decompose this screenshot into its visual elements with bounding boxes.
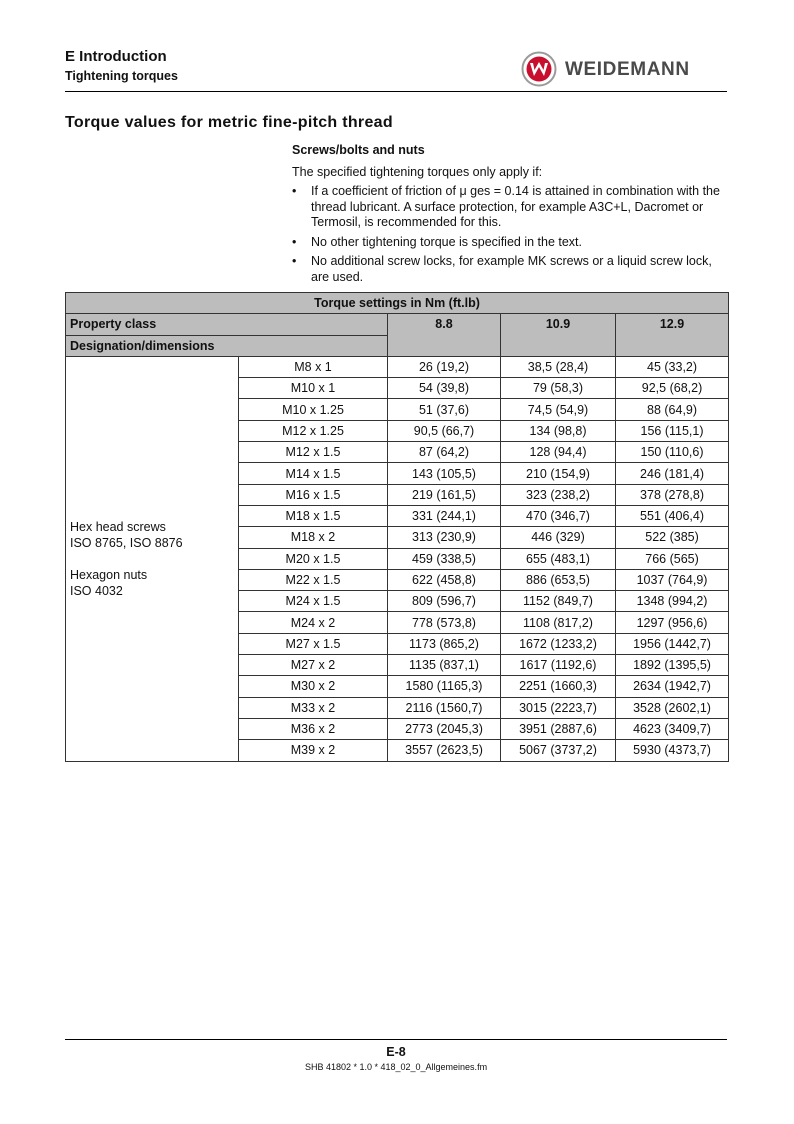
torque-value-cell: 219 (161,5) xyxy=(388,484,501,505)
page-number: E-8 xyxy=(386,1045,406,1059)
dimension-cell: M24 x 2 xyxy=(239,612,388,633)
torque-value-cell: 522 (385) xyxy=(616,527,729,548)
torque-value-cell: 622 (458,8) xyxy=(388,569,501,590)
torque-value-cell: 150 (110,6) xyxy=(616,442,729,463)
torque-value-cell: 79 (58,3) xyxy=(501,378,616,399)
group-label-line: ISO 4032 xyxy=(70,583,123,598)
list-item-text: No additional screw locks, for example MK screws or a liquid screw lock, are used. xyxy=(311,254,712,284)
torque-value-cell: 5930 (4373,7) xyxy=(616,740,729,761)
torque-value-cell: 87 (64,2) xyxy=(388,442,501,463)
torque-value-cell: 45 (33,2) xyxy=(616,356,729,377)
torque-value-cell: 134 (98,8) xyxy=(501,420,616,441)
torque-value-cell: 4623 (3409,7) xyxy=(616,718,729,739)
dimension-cell: M14 x 1.5 xyxy=(239,463,388,484)
torque-value-cell: 90,5 (66,7) xyxy=(388,420,501,441)
table-caption: Torque settings in Nm (ft.lb) xyxy=(66,293,729,314)
brand-name: WEIDEMANN xyxy=(565,59,690,80)
list-item xyxy=(292,184,732,231)
page-footer xyxy=(65,1039,727,1072)
torque-value-cell: 210 (154,9) xyxy=(501,463,616,484)
dimension-cell: M12 x 1.25 xyxy=(239,420,388,441)
torque-value-cell: 470 (346,7) xyxy=(501,505,616,526)
document-reference: SHB 41802 * 1.0 * 418_02_0_Allgemeines.fm xyxy=(304,1062,488,1072)
torque-value-cell: 38,5 (28,4) xyxy=(501,356,616,377)
weidemann-logo-icon xyxy=(521,51,557,87)
torque-value-cell: 378 (278,8) xyxy=(616,484,729,505)
torque-value-cell: 2634 (1942,7) xyxy=(616,676,729,697)
table-row xyxy=(66,356,729,377)
bullet-icon: • xyxy=(292,234,297,249)
torque-value-cell: 92,5 (68,2) xyxy=(616,378,729,399)
torque-value-cell: 1173 (865,2) xyxy=(388,633,501,654)
intro-block xyxy=(292,143,732,289)
group-label-line: ISO 8765, ISO 8876 xyxy=(70,535,183,550)
list-item-text: If a coefficient of friction of μ ges = 0.14 is attained in combination with the thread lubricant. A surface protection, for example A3C+L, Dacromet or Termosil, is recommended for this. xyxy=(311,184,720,229)
group-label-line: Hex head screws xyxy=(70,519,166,534)
torque-value-cell: 1037 (764,9) xyxy=(616,569,729,590)
torque-value-cell: 128 (94,4) xyxy=(501,442,616,463)
torque-value-cell: 886 (653,5) xyxy=(501,569,616,590)
torque-value-cell: 88 (64,9) xyxy=(616,399,729,420)
torque-value-cell: 551 (406,4) xyxy=(616,505,729,526)
section-title: Torque values for metric fine-pitch thread xyxy=(65,114,393,131)
torque-value-cell: 331 (244,1) xyxy=(388,505,501,526)
torque-value-cell: 156 (115,1) xyxy=(616,420,729,441)
torque-value-cell: 809 (596,7) xyxy=(388,591,501,612)
torque-value-cell: 778 (573,8) xyxy=(388,612,501,633)
list-item-text: No other tightening torque is specified in the text. xyxy=(311,234,582,249)
dimension-cell: M27 x 1.5 xyxy=(239,633,388,654)
torque-value-cell: 1348 (994,2) xyxy=(616,591,729,612)
torque-value-cell: 3528 (2602,1) xyxy=(616,697,729,718)
dimension-cell: M27 x 2 xyxy=(239,655,388,676)
intro-heading: Screws/bolts and nuts xyxy=(292,143,425,157)
dimension-cell: M20 x 1.5 xyxy=(239,548,388,569)
dimension-cell: M10 x 1 xyxy=(239,378,388,399)
torque-value-cell: 446 (329) xyxy=(501,527,616,548)
dimension-cell: M24 x 1.5 xyxy=(239,591,388,612)
torque-value-cell: 1152 (849,7) xyxy=(501,591,616,612)
property-class-row xyxy=(66,314,729,335)
dimension-cell: M30 x 2 xyxy=(239,676,388,697)
torque-value-cell: 655 (483,1) xyxy=(501,548,616,569)
table-caption-row xyxy=(66,293,729,314)
torque-value-cell: 1297 (956,6) xyxy=(616,612,729,633)
dimension-cell: M39 x 2 xyxy=(239,740,388,761)
class-header: 12.9 xyxy=(616,314,729,357)
torque-value-cell: 1135 (837,1) xyxy=(388,655,501,676)
torque-value-cell: 5067 (3737,2) xyxy=(501,740,616,761)
torque-value-cell: 2251 (1660,3) xyxy=(501,676,616,697)
torque-value-cell: 3015 (2223,7) xyxy=(501,697,616,718)
torque-value-cell: 1108 (817,2) xyxy=(501,612,616,633)
torque-value-cell: 246 (181,4) xyxy=(616,463,729,484)
group-label-line: Hexagon nuts xyxy=(70,567,148,582)
dimension-cell: M8 x 1 xyxy=(239,356,388,377)
dimension-cell: M18 x 1.5 xyxy=(239,505,388,526)
dimension-cell: M22 x 1.5 xyxy=(239,569,388,590)
torque-table xyxy=(65,292,729,762)
class-header: 10.9 xyxy=(501,314,616,357)
dimension-cell: M33 x 2 xyxy=(239,697,388,718)
conditions-list xyxy=(292,184,732,285)
bullet-icon: • xyxy=(292,184,297,198)
dimension-cell: M18 x 2 xyxy=(239,527,388,548)
bullet-icon: • xyxy=(292,254,297,268)
torque-value-cell: 26 (19,2) xyxy=(388,356,501,377)
dimension-cell: M36 x 2 xyxy=(239,718,388,739)
chapter-subtitle: Tightening torques xyxy=(65,69,178,83)
torque-value-cell: 1892 (1395,5) xyxy=(616,655,729,676)
torque-value-cell: 323 (238,2) xyxy=(501,484,616,505)
property-class-label: Property class xyxy=(66,314,388,335)
class-header: 8.8 xyxy=(388,314,501,357)
designation-label: Designation/dimensions xyxy=(66,335,388,356)
torque-value-cell: 1580 (1165,3) xyxy=(388,676,501,697)
intro-lead: The specified tightening torques only apply if: xyxy=(292,164,543,179)
torque-value-cell: 2116 (1560,7) xyxy=(388,697,501,718)
torque-value-cell: 3557 (2623,5) xyxy=(388,740,501,761)
list-item xyxy=(292,254,732,285)
torque-value-cell: 54 (39,8) xyxy=(388,378,501,399)
dimension-cell: M10 x 1.25 xyxy=(239,399,388,420)
dimension-cell: M16 x 1.5 xyxy=(239,484,388,505)
torque-value-cell: 2773 (2045,3) xyxy=(388,718,501,739)
torque-value-cell: 74,5 (54,9) xyxy=(501,399,616,420)
torque-value-cell: 1956 (1442,7) xyxy=(616,633,729,654)
chapter-title: E Introduction xyxy=(65,48,167,65)
page-header xyxy=(65,47,727,92)
torque-value-cell: 313 (230,9) xyxy=(388,527,501,548)
torque-value-cell: 459 (338,5) xyxy=(388,548,501,569)
torque-value-cell: 766 (565) xyxy=(616,548,729,569)
torque-value-cell: 1617 (1192,6) xyxy=(501,655,616,676)
dimension-cell: M12 x 1.5 xyxy=(239,442,388,463)
group-label-line xyxy=(70,551,234,567)
torque-value-cell: 3951 (2887,6) xyxy=(501,718,616,739)
torque-value-cell: 1672 (1233,2) xyxy=(501,633,616,654)
fastener-group-cell xyxy=(66,356,239,761)
torque-value-cell: 143 (105,5) xyxy=(388,463,501,484)
torque-value-cell: 51 (37,6) xyxy=(388,399,501,420)
list-item xyxy=(292,235,732,251)
